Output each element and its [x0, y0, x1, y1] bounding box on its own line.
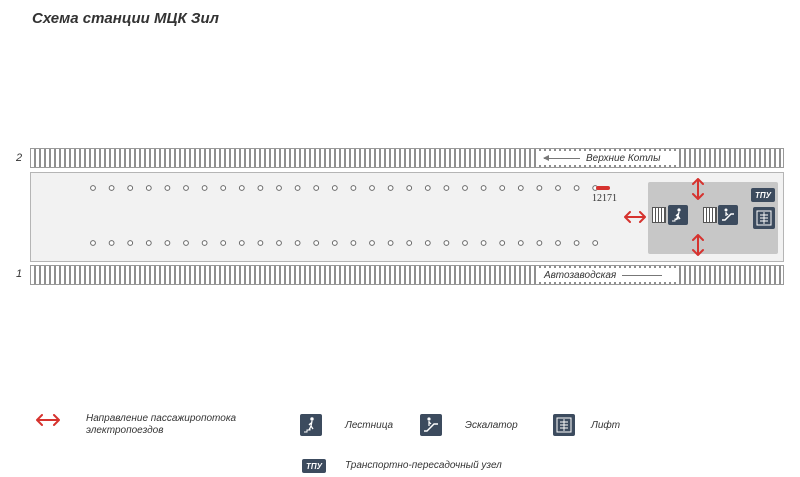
platform-dot — [500, 241, 505, 246]
platform-dot — [146, 241, 151, 246]
platform-dot — [463, 186, 468, 191]
platform-dot — [184, 241, 189, 246]
platform-dot — [295, 241, 300, 246]
legend-flow-arrow-icon — [36, 414, 60, 426]
elevator-icon — [753, 207, 775, 229]
platform-dot — [91, 241, 96, 246]
platform-dot — [184, 186, 189, 191]
platform-dot — [593, 241, 598, 246]
track-number-2: 2 — [16, 152, 23, 164]
platform-dot — [370, 241, 375, 246]
platform-dot — [444, 241, 449, 246]
platform-dot — [221, 241, 226, 246]
turnstile-icon — [703, 207, 717, 223]
platform-dot — [202, 241, 207, 246]
turnstile-icon — [652, 207, 666, 223]
legend-escalator-icon — [420, 414, 442, 436]
legend-tpu: Транспортно-пересадочный узел — [345, 460, 502, 471]
platform-dot — [91, 186, 96, 191]
flow-direction-arrow-icon — [624, 211, 646, 223]
legend-stairs: Лестница — [345, 420, 394, 431]
platform-dot — [407, 186, 412, 191]
platform-dot — [370, 186, 375, 191]
platform-dot — [407, 241, 412, 246]
legend-tpu-badge: ТПУ — [302, 459, 326, 473]
platform-dot — [500, 186, 505, 191]
car-marker-icon — [596, 186, 610, 190]
platform-dot — [444, 186, 449, 191]
direction-text: Верхние Котлы — [586, 152, 661, 164]
platform-dot — [556, 241, 561, 246]
platform-dot — [518, 241, 523, 246]
stairs-icon — [668, 205, 688, 225]
legend-stairs-icon — [300, 414, 322, 436]
platform-dot — [351, 186, 356, 191]
platform-dot — [314, 241, 319, 246]
legend-elevator-icon — [553, 414, 575, 436]
platform-dot — [258, 186, 263, 191]
tpu-badge: ТПУ — [751, 188, 775, 202]
page-title: Схема станции МЦК Зил — [32, 10, 219, 27]
platform-dot — [388, 186, 393, 191]
platform-dot — [537, 241, 542, 246]
platform-dot — [277, 241, 282, 246]
direction-text: Автозаводская — [544, 269, 617, 281]
platform-dot — [481, 241, 486, 246]
legend-passenger-flow: Направление пассажиропотока электропоездов — [86, 413, 237, 436]
platform-dot — [128, 186, 133, 191]
platform-dot — [128, 241, 133, 246]
platform-dot — [388, 241, 393, 246]
platform-dot — [351, 241, 356, 246]
platform-dot — [556, 186, 561, 191]
platform-dot — [165, 186, 170, 191]
platform-dot — [258, 241, 263, 246]
platform-dot — [277, 186, 282, 191]
platform-dot — [425, 241, 430, 246]
flow-down-arrow-icon — [691, 234, 705, 256]
flow-up-arrow-icon — [691, 178, 705, 200]
platform-dot — [109, 186, 114, 191]
platform-dot — [146, 186, 151, 191]
platform-dot — [295, 186, 300, 191]
platform-dot — [109, 241, 114, 246]
legend-elevator: Лифт — [591, 420, 621, 431]
platform-dot — [518, 186, 523, 191]
legend-escalator: Эскалатор — [465, 420, 518, 431]
direction-label-track-1 — [538, 268, 678, 282]
car-number: 12171 — [592, 193, 617, 204]
platform-dot — [463, 241, 468, 246]
direction-line-icon — [622, 275, 662, 276]
platform-dot — [332, 241, 337, 246]
platform-dot — [202, 186, 207, 191]
platform-dot — [221, 186, 226, 191]
platform-dot — [574, 186, 579, 191]
platform-dot — [537, 186, 542, 191]
platform-dot — [239, 241, 244, 246]
platform-dot — [239, 186, 244, 191]
track-number-1: 1 — [16, 268, 23, 280]
platform-dots — [91, 186, 598, 246]
platform-dot — [314, 186, 319, 191]
platform-dot — [425, 186, 430, 191]
platform-dot — [332, 186, 337, 191]
platform-dot — [165, 241, 170, 246]
platform-dot — [481, 186, 486, 191]
escalator-icon — [718, 205, 738, 225]
platform-dot — [574, 241, 579, 246]
